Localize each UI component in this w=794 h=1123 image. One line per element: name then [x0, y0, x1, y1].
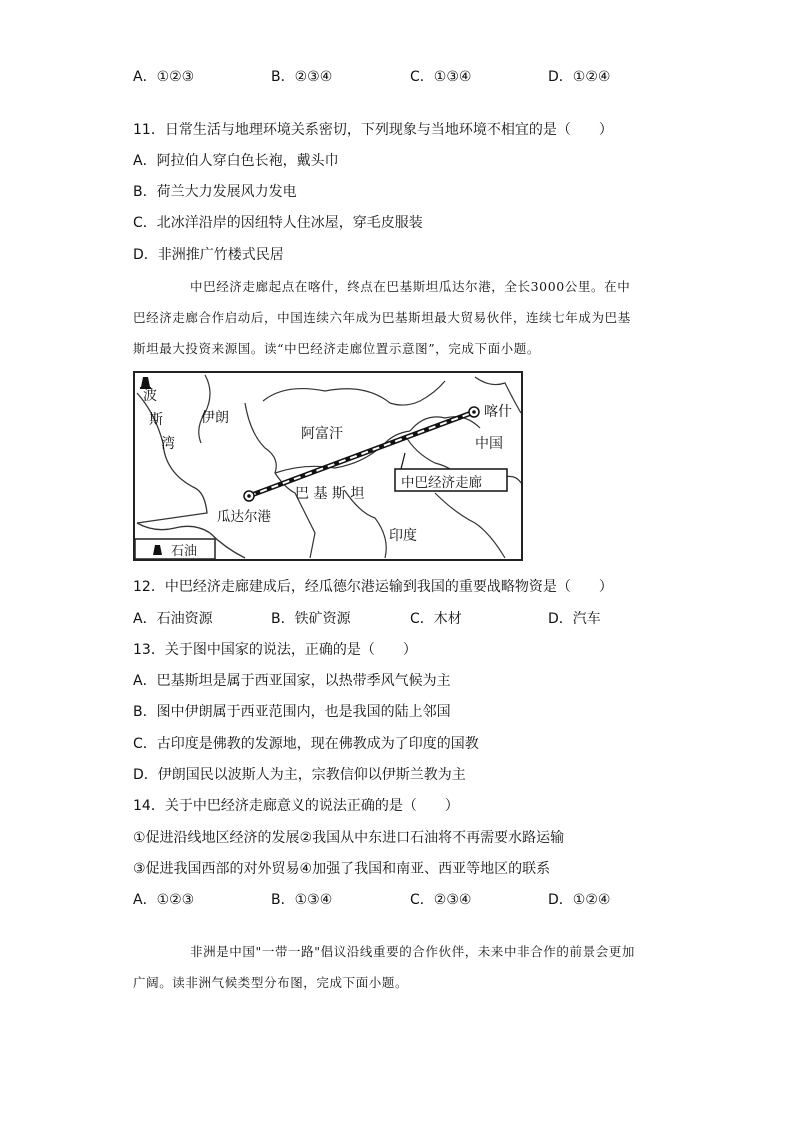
q10-option-a: A．①②③	[133, 69, 195, 85]
q14-statement-2: ③促进我国西部的对外贸易④加强了我国和南亚、西亚等地区的联系	[133, 861, 551, 877]
q13-option-c: C．古印度是佛教的发源地，现在佛教成为了印度的国教	[133, 736, 479, 752]
q14-stem: 14．关于中巴经济走廊意义的说法正确的是（ ）	[133, 798, 459, 814]
map-label-corridor: 中巴经济走廊	[401, 475, 482, 491]
q12-option-c: C．木材	[410, 611, 462, 627]
passage1-line-3: 斯坦最大投资来源国。读“中巴经济走廊位置示意图”，完成下面小题。	[133, 341, 540, 356]
corridor-location-map	[133, 371, 523, 561]
q13-option-b: B．图中伊朗属于西亚范围内，也是我国的陆上邻国	[133, 704, 451, 720]
passage2-line-1: 非洲是中国"一带一路"倡议沿线重要的合作伙伴，未来中非合作的前景会更加	[190, 944, 636, 959]
map-label-pakistan: 巴 基 斯 坦	[295, 486, 365, 502]
q14-option-b: B．①③④	[271, 892, 333, 908]
map-legend-oil: 石油	[171, 544, 198, 559]
q14-option-c: C．②③④	[410, 892, 472, 908]
q13-option-a: A．巴基斯坦是属于西亚国家，以热带季风气候为主	[133, 673, 451, 689]
q12-option-b: B．铁矿资源	[271, 611, 351, 627]
q14-statement-1: ①促进沿线地区经济的发展②我国从中东进口石油将不再需要水路运输	[133, 830, 565, 846]
q14-option-d: D．①②④	[548, 892, 611, 908]
q11-option-b: B．荷兰大力发展风力发电	[133, 184, 297, 200]
q13-option-d: D．伊朗国民以波斯人为主，宗教信仰以伊斯兰教为主	[133, 767, 466, 783]
q14-option-a: A．①②③	[133, 892, 195, 908]
passage2-line-2: 广阔。读非洲气候类型分布图，完成下面小题。	[133, 975, 409, 990]
map-label-gwadar: 瓜达尔港	[217, 509, 271, 525]
q11-option-c: C．北冰洋沿岸的因纽特人住冰屋，穿毛皮服装	[133, 215, 423, 231]
q11-option-d: D．非洲推广竹楼式民居	[133, 247, 284, 263]
map-drawing	[135, 373, 521, 559]
q12-option-d: D．汽车	[548, 611, 601, 627]
q11-stem: 11．日常生活与地理环境关系密切，下列现象与当地环境不相宜的是（ ）	[133, 122, 613, 138]
map-label-kashgar: 喀什	[484, 404, 512, 420]
map-label-afghanistan: 阿富汗	[301, 426, 343, 442]
q11-option-a: A．阿拉伯人穿白色长袍，戴头巾	[133, 153, 339, 169]
map-label-bo: 波	[143, 388, 157, 404]
q10-option-d: D．①②④	[548, 69, 611, 85]
passage1-line-2: 巴经济走廊合作启动后，中国连续六年成为巴基斯坦最大贸易伙伴，连续七年成为巴基	[133, 310, 631, 325]
q10-option-b: B．②③④	[271, 69, 333, 85]
q12-option-a: A．石油资源	[133, 611, 213, 627]
map-label-india: 印度	[389, 528, 417, 544]
map-label-wan: 湾	[161, 436, 175, 452]
map-label-china: 中国	[475, 436, 503, 452]
q10-option-c: C．①③④	[410, 69, 472, 85]
map-label-iran: 伊朗	[201, 410, 229, 426]
q13-stem: 13．关于图中国家的说法，正确的是（ ）	[133, 642, 417, 658]
map-label-si: 斯	[149, 412, 163, 428]
passage1-line-1: 中巴经济走廊起点在喀什，终点在巴基斯坦瓜达尔港，全长3000公里。在中	[190, 279, 631, 294]
q12-stem: 12．中巴经济走廊建成后，经瓜德尔港运输到我国的重要战略物资是（ ）	[133, 579, 613, 595]
